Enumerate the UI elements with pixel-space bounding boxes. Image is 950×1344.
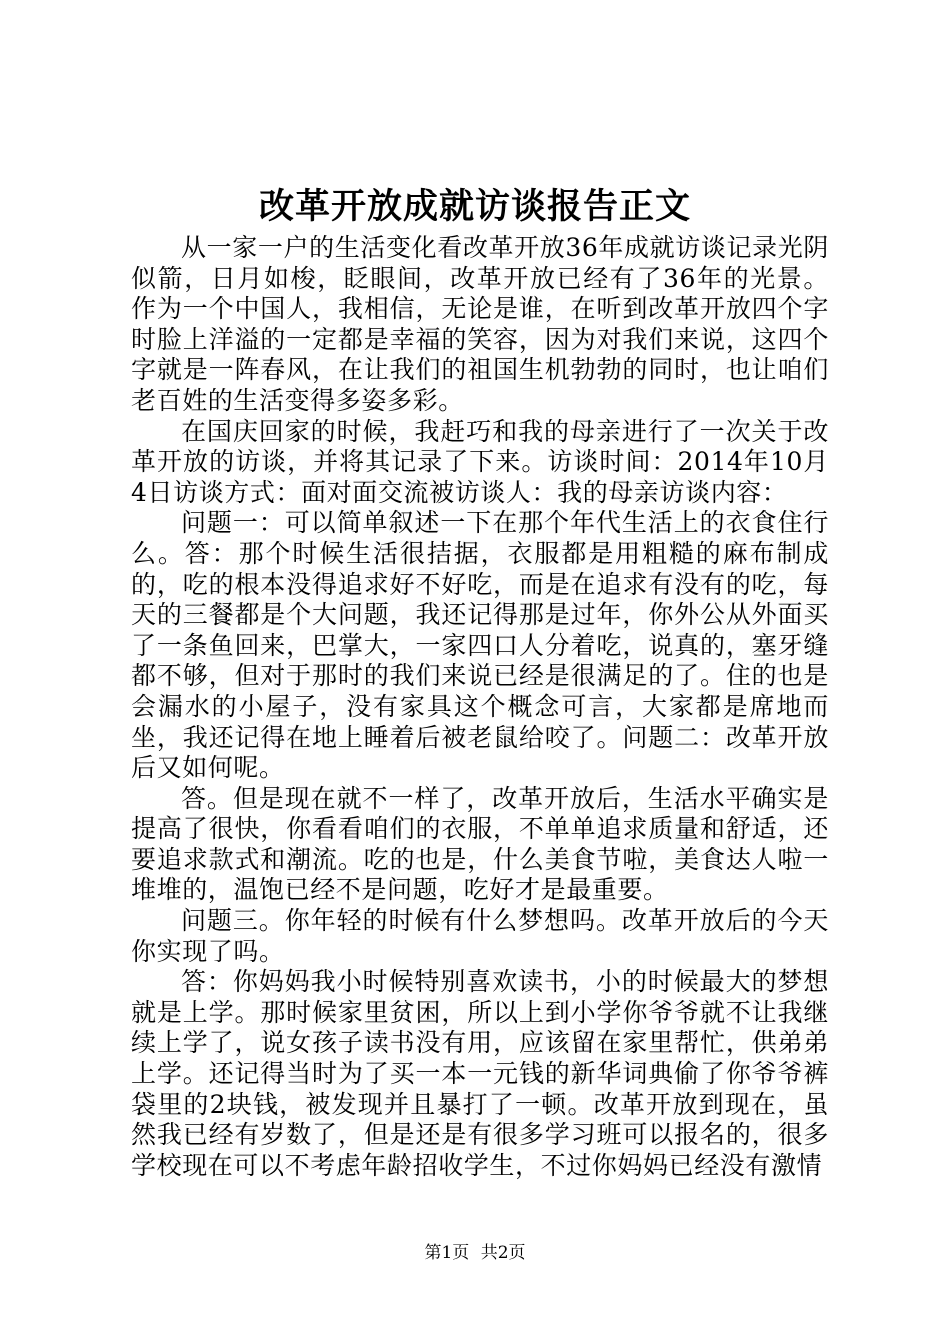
paragraph: 答：你妈妈我小时候特别喜欢读书，小的时候最大的梦想就是上学。那时候家里贫困，所以上到小学你爷爷就不让我继续上学了，说女孩子读书没有用，应该留在家里帮忙，供弟弟上学。还记得当时为了买一本一元钱的新华词典偷了你爷爷裤袋里的2块钱，被发现并且暴打了一顿。改革开放到现在，虽然我已经有岁数了，但是还是有很多学习班可以报名的，很多学校现在可以不考虑年龄招收学生，不过你妈妈已经没有激情 [131,967,829,1180]
document-body [131,233,829,1181]
document-title: 改革开放成就访谈报告正文 [258,186,691,227]
paragraph: 答。但是现在就不一样了，改革开放后，生活水平确实是提高了很快，你看看咱们的衣服，不单单追求质量和舒适，还要追求款式和潮流。吃的也是，什么美食节啦，美食达人啦一堆堆的，温饱已经不是问题，吃好才是最重要。 [131,783,829,905]
page-footer [0,1241,950,1265]
paragraph: 问题一：可以简单叙述一下在那个年代生活上的衣食住行么。答：那个时候生活很拮据，衣服都是用粗糙的麻布制成的，吃的根本没得追求好不好吃，而是在追求有没有的吃，每天的三餐都是个大问题，我还记得那是过年，你外公从外面买了一条鱼回来，巴掌大，一家四口人分着吃，说真的，塞牙缝都不够，但对于那时的我们来说已经是很满足的了。住的也是会漏水的小屋子，没有家具这个概念可言，大家都是席地而坐，我还记得在地上睡着后被老鼠给咬了。问题二：改革开放后又如何呢。 [131,508,829,783]
page-number: 第1页 [424,1243,470,1263]
paragraph: 在国庆回家的时候，我赶巧和我的母亲进行了一次关于改革开放的访谈，并将其记录了下来。访谈时间：2014年10月4日访谈方式：面对面交流被访谈人：我的母亲访谈内容： [131,416,829,507]
page-total: 共2页 [480,1243,526,1263]
paragraph: 问题三。你年轻的时候有什么梦想吗。改革开放后的今天你实现了吗。 [131,906,829,966]
paragraph: 从一家一户的生活变化看改革开放36年成就访谈记录光阴似箭，日月如梭，眨眼间，改革开放已经有了36年的光景。作为一个中国人，我相信，无论是谁，在听到改革开放四个字时脸上洋溢的一定都是幸福的笑容，因为对我们来说，这四个字就是一阵春风，在让我们的祖国生机勃勃的同时，也让咱们老百姓的生活变得多姿多彩。 [131,233,829,415]
